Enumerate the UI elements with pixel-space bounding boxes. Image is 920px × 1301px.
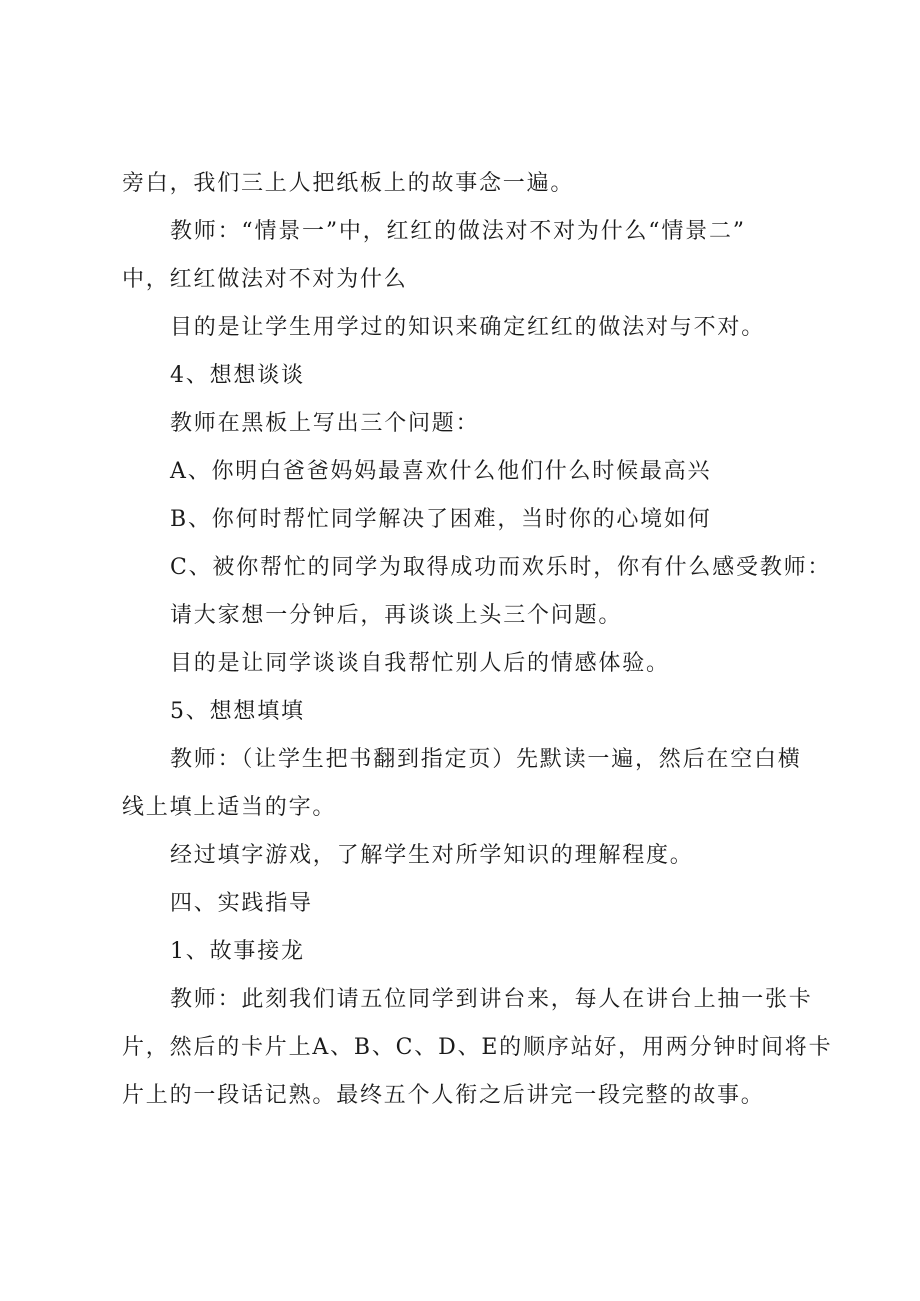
text-line: 教师：（让学生把书翻到指定页）先默读一遍，然后在空白横 xyxy=(170,747,802,772)
text-line: 经过填字游戏，了解学生对所学知识的理解程度。 xyxy=(170,843,694,868)
section-heading: 四、实践指导 xyxy=(170,891,313,916)
text-line: 旁白，我们三上人把纸板上的故事念一遍。 xyxy=(122,171,575,196)
text-line: 教师在黑板上写出三个问题： xyxy=(170,411,480,436)
text-line: 中，红红做法对不对为什么 xyxy=(122,267,408,292)
text-line: 目的是让同学谈谈自我帮忙别人后的情感体验。 xyxy=(170,651,670,676)
text-line: 教师：此刻我们请五位同学到讲台来，每人在讲台上抽一张卡 xyxy=(170,987,813,1012)
list-item: C、被你帮忙的同学为取得成功而欢乐时，你有什么感受教师： xyxy=(170,555,832,580)
text-line: 目的是让学生用学过的知识来确定红红的做法对与不对。 xyxy=(170,315,766,340)
section-heading: 5、想想填填 xyxy=(170,699,305,724)
text-line: 片上的一段话记熟。最终五个人衔之后讲完一段完整的故事。 xyxy=(122,1083,765,1108)
text-line: 教师：“情景一”中，红红的做法对不对为什么“情景二” xyxy=(170,219,746,244)
section-heading: 1、故事接龙 xyxy=(170,939,305,964)
text-line: 线上填上适当的字。 xyxy=(122,795,337,820)
section-heading: 4、想想谈谈 xyxy=(170,363,305,388)
text-line: 片，然后的卡片上A、B、C、D、E的顺序站好，用两分钟时间将卡 xyxy=(122,1035,833,1060)
list-item: A、你明白爸爸妈妈最喜欢什么他们什么时候最高兴 xyxy=(170,459,712,484)
list-item: B、你何时帮忙同学解决了困难，当时你的心境如何 xyxy=(170,507,712,532)
text-line: 请大家想一分钟后，再谈谈上头三个问题。 xyxy=(170,603,623,628)
